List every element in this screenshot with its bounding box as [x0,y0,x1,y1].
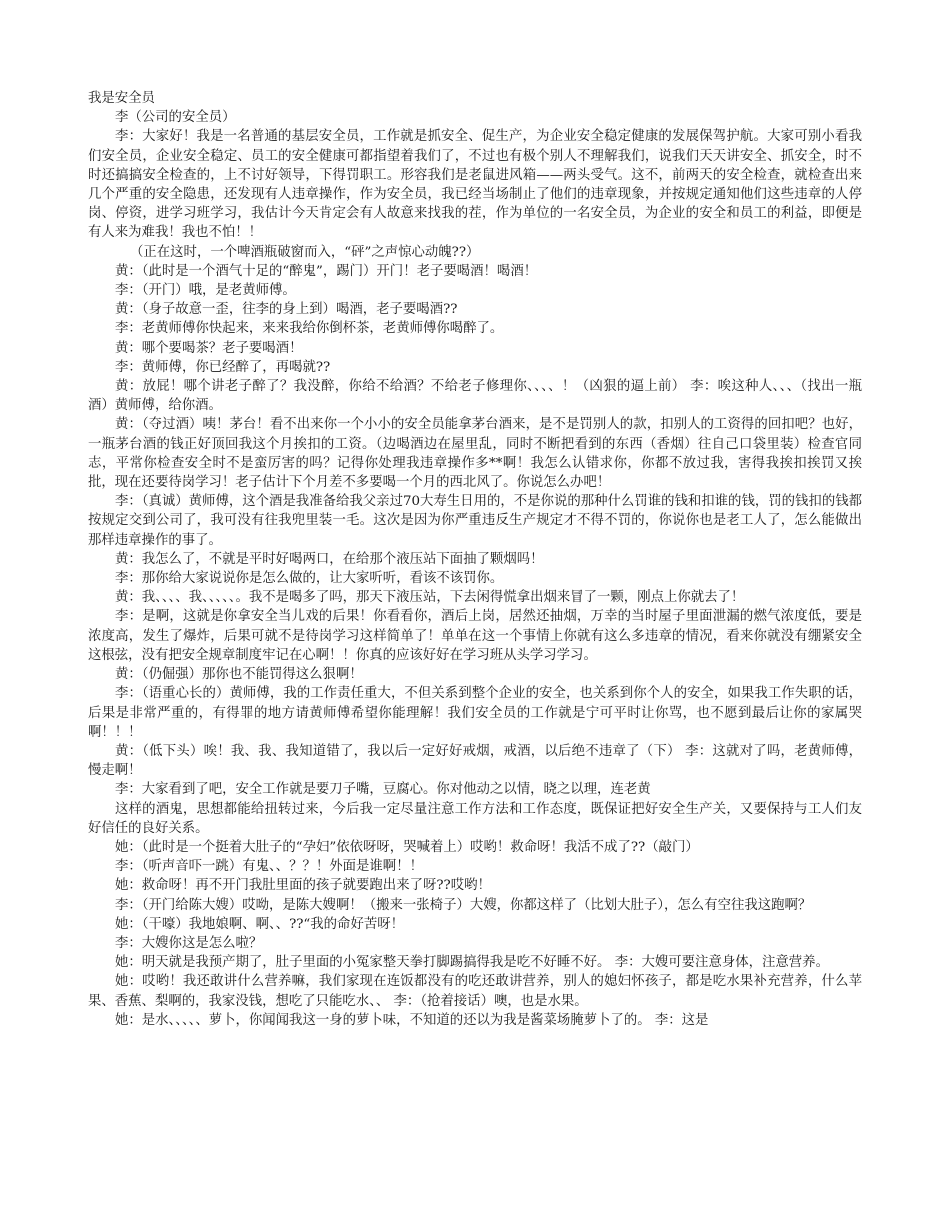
dialogue-paragraph: 她：哎哟！我还敢讲什么营养嘛，我们家现在连饭都没有的吃还敢讲营养，别人的媳妇怀孩子，都是吃水果补充营养，什么苹果、香蕉、梨啊的，我家没钱，想吃了只能吃水、、 李：（抢着接话）噢，也是水果。 [88,974,862,1009]
dialogue-paragraph: 黄：（低下头）唉！我、我、我知道错了，我以后一定好好戒烟，戒酒，以后绝不违章了（下） 李：这就对了吗，老黄师傅，慢走啊！ [88,743,862,779]
dialogue-paragraph: 黄：哪个要喝茶？老子要喝酒！ [115,340,303,356]
dialogue-paragraph: 李（公司的安全员） [115,110,236,126]
document-page [88,89,862,1030]
document-body [88,108,862,1030]
dialogue-paragraph: 这样的酒鬼，思想都能给扭转过来，今后我一定尽量注意工作方法和工作态度，既保证把好安全生产关，又要保持与工人们友好信任的良好关系。 [88,801,862,836]
dialogue-paragraph: 李：老黄师傅你快起来，来来我给你倒杯茶，老黄师傅你喝醉了。 [115,321,504,337]
dialogue-paragraph: 她：明天就是我预产期了，肚子里面的小冤家整天拳打脚踢搞得我是吃不好睡不好。 李：大嫂可要注意身体，注意营养。 [115,955,829,971]
dialogue-paragraph: 她：（此时是一个挺着大肚子的“孕妇”依依呀呀，哭喊着上）哎哟！救命呀！我活不成了??（敲门） [115,839,699,855]
dialogue-paragraph: 李：（听声音吓一跳）有鬼、、？？！外面是谁啊！！ [115,859,423,875]
dialogue-paragraph: 李：大嫂你这是怎么啦？ [115,935,263,951]
dialogue-paragraph: 李：大家看到了吧，安全工作就是要刀子嘴，豆腐心。你对他动之以情，晓之以理，连老黄 [115,782,651,798]
dialogue-paragraph: 李：（开门）哦，是老黄师傅。 [115,283,296,299]
stage-direction: （正在这时，一个啤酒瓶破窗而入，“砰”之声惊心动魄??） [130,244,480,260]
dialogue-paragraph: 李：（语重心长的）黄师傅，我的工作责任重大，不但关系到整个企业的安全，也关系到你个人的安全，如果我工作失职的话，后果是非常严重的，有得罪的地方请黄师傅希望你能理解！我们安全员的工作就是宁可平时让你骂，也不愿到最后让你的家属哭啊！！！ [88,686,862,740]
dialogue-paragraph: 黄：放屁！哪个讲老子醉了？我没醉，你给不给酒？不给老子修理你、、、、！（凶狠的逼上前） 李：唉这种人、、、（找出一瓶酒）黄师傅，给你酒。 [88,379,862,414]
dialogue-paragraph: 李：是啊，这就是你拿安全当儿戏的后果！你看看你，酒后上岗，居然还抽烟，万幸的当时屋子里面泄漏的燃气浓度低，要是浓度高，发生了爆炸，后果可就不是待岗学习这样简单了！单单在这一个事情上你就有这么多违章的情况，看来你就没有绷紧安全这根弦，没有把安全规章制度牢记在心啊！！你真的应该好好在学习班从头学习学习。 [88,609,862,663]
dialogue-paragraph: 黄：我、、、、我、、、、、。我不是喝多了吗，那天下液压站，下去闲得慌拿出烟来冒了一颗，刚点上你就去了！ [115,590,745,606]
dialogue-paragraph: 李：大家好！我是一名普通的基层安全员，工作就是抓安全、促生产，为企业安全稳定健康的发展保驾护航。大家可别小看我们安全员，企业安全稳定、员工的安全健康可都指望着我们了，不过也有极个别人不理解我们，说我们天天讲安全、抓安全，时不时还搞搞安全检查的，上不讨好领导，下得罚职工。形容我们是老鼠进风箱——两头受气。这不，前两天的安全检查，就检查出来几个严重的安全隐患，还发现有人违章操作，作为安全员，我已经当场制止了他们的违章现象，并按规定通知他们这些违章的人停岗、停资，进学习班学习，我估计今天肯定会有人故意来找我的茬，作为单位的一名安全员，为企业的安全和员工的利益，即便是有人来为难我！我也不怕！！ [88,129,862,241]
dialogue-paragraph: 她：救命呀！再不开门我肚里面的孩子就要跑出来了呀??哎哟！ [115,878,491,894]
document-title: 我是安全员 [88,91,155,106]
dialogue-paragraph: 她：（干嚎）我地娘啊、啊、、??“我的命好苦呀！ [115,916,405,932]
dialogue-paragraph: 黄：（此时是一个酒气十足的“醉鬼”，踢门）开门！老子要喝酒！喝酒！ [115,263,538,279]
dialogue-paragraph: 黄：（仍倔强）那你也不能罚得这么狠啊！ [115,667,363,683]
dialogue-paragraph: 李：（真诚）黄师傅，这个酒是我准备给我父亲过70大寿生日用的，不是你说的那种什么罚谁的钱和扣谁的钱，罚的钱扣的钱都按规定交到公司了，我可没有往我兜里装一毛。这次是因为你严重违反生产规定才不得不罚的，你说你也是老工人了，怎么能做出那样违章操作的事了。 [88,494,862,548]
dialogue-paragraph: 黄：（夺过酒）咦！茅台！看不出来你一个小小的安全员能拿茅台酒来，是不是罚别人的款，扣别人的工资得的回扣吧？也好，一瓶茅台酒的钱正好顶回我这个月挨扣的工资。（边喝酒边在屋里乱，同时不断把看到的东西（香烟）往自己口袋里装）检查官同志，平常你检查安全时不是蛮厉害的吗？记得你处理我违章操作多**啊！我怎么认错求你，你都不放过我，害得我挨扣挨罚又挨批，现在还要待岗学习！老子估计下个月差不多要喝一个月的西北风了。你说怎么办吧！ [88,417,862,491]
dialogue-paragraph: 黄：（身子故意一歪，往李的身上到）喝酒，老子要喝酒?? [115,302,458,318]
dialogue-paragraph: 李：黄师傅，你已经醉了，再喝就?? [115,359,331,375]
dialogue-paragraph: 黄：我怎么了，不就是平时好喝两口，在给那个液压站下面抽了颗烟吗！ [115,551,544,567]
dialogue-paragraph: 李：那你给大家说说你是怎么做的，让大家听听，看该不该罚你。 [115,571,504,587]
dialogue-paragraph: 李：（开门给陈大嫂）哎呦，是陈大嫂啊！（搬来一张椅子）大嫂，你都这样了（比划大肚子），怎么有空往我这跑啊？ [115,897,812,913]
dialogue-paragraph: 她：是水、、、、、萝卜，你闻闻我这一身的萝卜味，不知道的还以为我是酱菜场腌萝卜了的。 李：这是 [115,1012,709,1028]
